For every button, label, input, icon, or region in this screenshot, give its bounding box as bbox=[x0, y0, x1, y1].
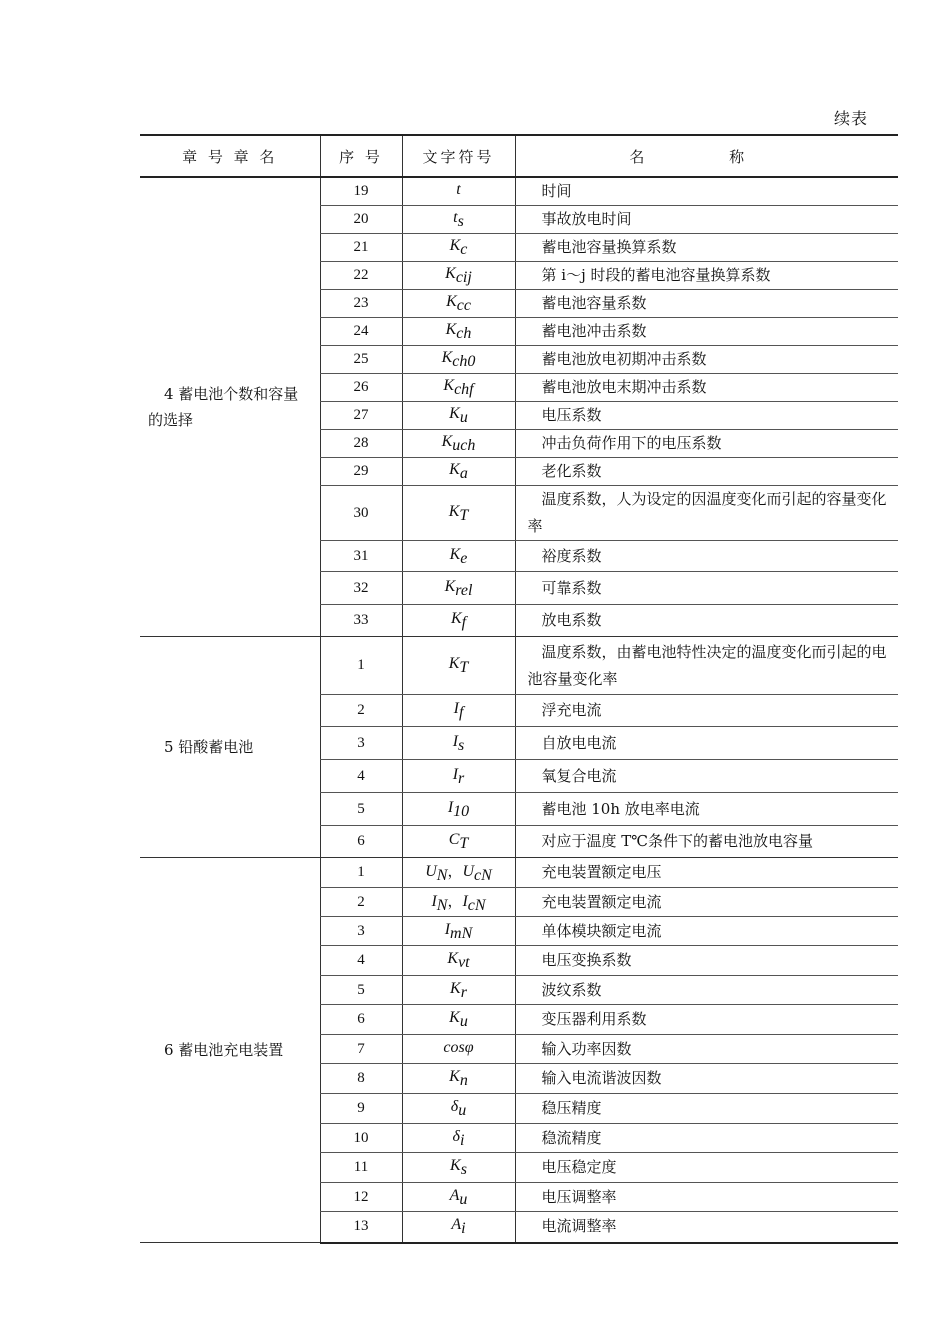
symbol-cell bbox=[402, 760, 515, 793]
symbol-subscript: r bbox=[460, 983, 467, 1001]
seq-cell: 19 bbox=[320, 177, 402, 206]
name-cell: 蓄电池放电末期冲击系数 bbox=[515, 374, 898, 402]
symbol-cell bbox=[402, 318, 515, 346]
symbol-subscript: mN bbox=[450, 924, 473, 942]
name-cell: 充电装置额定电压 bbox=[515, 858, 898, 888]
symbol-main: K bbox=[441, 433, 453, 450]
symbol-main: C bbox=[448, 831, 460, 848]
seq-cell: 32 bbox=[320, 572, 402, 605]
symbol-cell bbox=[402, 1183, 515, 1212]
symbol-subscript: a bbox=[459, 465, 468, 482]
seq-cell: 7 bbox=[320, 1035, 402, 1064]
name-cell: 蓄电池放电初期冲击系数 bbox=[515, 346, 898, 374]
symbol-cell bbox=[402, 572, 515, 605]
table-row bbox=[140, 858, 898, 888]
chapter-cell bbox=[140, 858, 320, 1243]
name-cell: 时间 bbox=[515, 177, 898, 206]
symbol-main: t bbox=[456, 181, 461, 198]
name-cell: 裕度系数 bbox=[515, 541, 898, 572]
seq-cell: 3 bbox=[320, 727, 402, 760]
symbol-cell bbox=[402, 727, 515, 760]
header-seq: 序 号 bbox=[320, 135, 402, 177]
symbol-cell bbox=[402, 793, 515, 826]
name-cell: 可靠系数 bbox=[515, 572, 898, 605]
symbol-subscript: s bbox=[458, 736, 465, 754]
symbol-table bbox=[140, 134, 898, 1244]
name-cell: 变压器利用系数 bbox=[515, 1005, 898, 1035]
symbol-subscript: i bbox=[461, 1220, 466, 1238]
seq-cell: 3 bbox=[320, 917, 402, 946]
symbol-subscript: s bbox=[460, 1161, 467, 1178]
symbol-main: t bbox=[453, 209, 458, 226]
seq-cell: 20 bbox=[320, 206, 402, 234]
symbol-subscript: cc bbox=[456, 297, 471, 314]
symbol-subscript: T bbox=[459, 835, 469, 852]
seq-cell: 4 bbox=[320, 946, 402, 976]
chapter-title: 4 蓄电池个数和容量的选择 bbox=[148, 385, 299, 429]
seq-cell: 1 bbox=[320, 637, 402, 695]
symbol-cell bbox=[402, 1005, 515, 1035]
symbol-main: K bbox=[445, 265, 456, 282]
header-name: 名 称 bbox=[515, 135, 898, 177]
symbol-main: K bbox=[445, 321, 457, 338]
name-cell: 蓄电池 10h 放电率电流 bbox=[515, 793, 898, 826]
name-cell: 冲击负荷作用下的电压系数 bbox=[515, 430, 898, 458]
name-cell: 老化系数 bbox=[515, 458, 898, 486]
symbol-main: δ bbox=[450, 1098, 459, 1115]
symbol-main: K bbox=[447, 950, 459, 967]
symbol-subscript: T bbox=[459, 659, 469, 676]
symbol-subscript: uch bbox=[452, 437, 476, 454]
symbol-subscript: e bbox=[460, 549, 468, 567]
symbol-subscript: f bbox=[461, 614, 467, 631]
symbol-separator: ， bbox=[447, 891, 463, 910]
symbol-main: δ bbox=[452, 1127, 460, 1145]
symbol-main: I bbox=[431, 892, 437, 910]
symbol-main: K bbox=[449, 405, 460, 422]
seq-cell: 5 bbox=[320, 793, 402, 826]
name-cell: 事故放电时间 bbox=[515, 206, 898, 234]
chapter-title: 5 铅酸蓄电池 bbox=[164, 738, 254, 756]
symbol-main: K bbox=[449, 237, 461, 254]
name-cell: 输入功率因数 bbox=[515, 1035, 898, 1064]
symbol-subscript: ch bbox=[456, 325, 472, 342]
seq-cell: 2 bbox=[320, 695, 402, 727]
chapter-cell bbox=[140, 637, 320, 858]
symbol-subscript: s bbox=[457, 213, 464, 230]
symbol-subscript: cN bbox=[474, 867, 492, 884]
symbol-cell bbox=[402, 234, 515, 262]
symbol-cell bbox=[402, 177, 515, 206]
seq-cell: 21 bbox=[320, 234, 402, 262]
symbol-cell bbox=[402, 374, 515, 402]
symbol-cell bbox=[402, 290, 515, 318]
symbol-main: K bbox=[441, 349, 453, 366]
symbol-subscript: u bbox=[458, 1102, 467, 1119]
name-cell: 温度系数，人为设定的因温度变化而引起的容量变化率 bbox=[515, 486, 898, 541]
seq-cell: 9 bbox=[320, 1094, 402, 1124]
seq-cell: 2 bbox=[320, 888, 402, 917]
seq-cell: 26 bbox=[320, 374, 402, 402]
symbol-subscript: u bbox=[459, 409, 468, 426]
seq-cell: 27 bbox=[320, 402, 402, 430]
symbol-main: K bbox=[446, 293, 457, 310]
symbol-subscript: u bbox=[459, 1190, 468, 1208]
symbol-subscript: rel bbox=[455, 581, 473, 599]
symbol-main: cosφ bbox=[443, 1038, 474, 1056]
symbol-subscript: vt bbox=[458, 954, 470, 971]
name-cell: 蓄电池冲击系数 bbox=[515, 318, 898, 346]
symbol-main: I bbox=[447, 798, 454, 816]
seq-cell: 25 bbox=[320, 346, 402, 374]
symbol-subscript: N bbox=[436, 867, 448, 884]
symbol-cell bbox=[402, 637, 515, 695]
symbol-main: I bbox=[444, 920, 451, 938]
name-cell: 输入电流谐波因数 bbox=[515, 1064, 898, 1094]
symbol-subscript: T bbox=[459, 506, 469, 524]
chapter-cell bbox=[140, 177, 320, 637]
name-cell: 蓄电池容量换算系数 bbox=[515, 234, 898, 262]
symbol-main: K bbox=[448, 655, 460, 672]
symbol-main: K bbox=[450, 979, 461, 997]
name-cell: 蓄电池容量系数 bbox=[515, 290, 898, 318]
symbol-cell bbox=[402, 486, 515, 541]
name-cell: 电流调整率 bbox=[515, 1212, 898, 1243]
seq-cell: 30 bbox=[320, 486, 402, 541]
symbol-cell bbox=[402, 458, 515, 486]
symbol-cell bbox=[402, 1094, 515, 1124]
name-cell: 单体模块额定电流 bbox=[515, 917, 898, 946]
name-cell: 电压变换系数 bbox=[515, 946, 898, 976]
symbol-main: A bbox=[449, 1186, 460, 1204]
seq-cell: 33 bbox=[320, 605, 402, 637]
symbol-main: K bbox=[449, 545, 461, 563]
symbol-main: A bbox=[451, 1216, 462, 1234]
name-cell: 第 i～j 时段的蓄电池容量换算系数 bbox=[515, 262, 898, 290]
symbol-cell bbox=[402, 1035, 515, 1064]
symbol-cell bbox=[402, 858, 515, 888]
table-header-row bbox=[140, 135, 898, 177]
symbol-cell bbox=[402, 206, 515, 234]
seq-cell: 1 bbox=[320, 858, 402, 888]
seq-cell: 4 bbox=[320, 760, 402, 793]
symbol-cell bbox=[402, 402, 515, 430]
chapter-title: 6 蓄电池充电装置 bbox=[164, 1041, 284, 1059]
symbol-subscript: c bbox=[460, 241, 468, 258]
symbol-cell bbox=[402, 1124, 515, 1153]
name-cell: 自放电电流 bbox=[515, 727, 898, 760]
symbol-cell bbox=[402, 262, 515, 290]
name-cell: 浮充电流 bbox=[515, 695, 898, 727]
symbol-cell bbox=[402, 346, 515, 374]
symbol-main: K bbox=[449, 1068, 460, 1085]
seq-cell: 6 bbox=[320, 1005, 402, 1035]
symbol-subscript: r bbox=[458, 769, 465, 787]
symbol-cell bbox=[402, 888, 515, 917]
symbol-subscript: u bbox=[459, 1013, 468, 1030]
symbol-cell bbox=[402, 946, 515, 976]
seq-cell: 6 bbox=[320, 826, 402, 858]
symbol-cell bbox=[402, 976, 515, 1005]
symbol-cell bbox=[402, 605, 515, 637]
symbol-main: K bbox=[449, 461, 460, 478]
symbol-main: I bbox=[452, 765, 459, 783]
name-cell: 稳流精度 bbox=[515, 1124, 898, 1153]
name-cell: 电压系数 bbox=[515, 402, 898, 430]
seq-cell: 24 bbox=[320, 318, 402, 346]
symbol-subscript: i bbox=[459, 1131, 465, 1149]
symbol-main: K bbox=[443, 377, 455, 394]
name-cell: 稳压精度 bbox=[515, 1094, 898, 1124]
symbol-cell bbox=[402, 1212, 515, 1243]
name-cell: 电压稳定度 bbox=[515, 1153, 898, 1183]
name-cell: 电压调整率 bbox=[515, 1183, 898, 1212]
symbol-subscript: f bbox=[458, 704, 464, 721]
continued-label: 续表 bbox=[834, 109, 869, 128]
table-row bbox=[140, 637, 898, 695]
symbol-subscript: chf bbox=[454, 381, 474, 398]
symbol-main: K bbox=[449, 1009, 460, 1026]
symbol-subscript: 10 bbox=[453, 802, 470, 820]
symbol-cell bbox=[402, 1153, 515, 1183]
symbol-main: I bbox=[462, 892, 468, 910]
symbol-cell bbox=[402, 695, 515, 727]
header-symbol: 文字符号 bbox=[402, 135, 515, 177]
seq-cell: 10 bbox=[320, 1124, 402, 1153]
symbol-subscript: N bbox=[436, 896, 448, 914]
symbol-subscript: cN bbox=[467, 896, 486, 914]
symbol-cell bbox=[402, 430, 515, 458]
symbol-subscript: cij bbox=[455, 269, 472, 286]
name-cell: 对应于温度 T℃条件下的蓄电池放电容量 bbox=[515, 826, 898, 858]
symbol-main: K bbox=[448, 502, 460, 520]
seq-cell: 8 bbox=[320, 1064, 402, 1094]
symbol-main: I bbox=[452, 732, 459, 750]
symbol-subscript: n bbox=[459, 1072, 468, 1089]
table-row bbox=[140, 177, 898, 206]
symbol-main: K bbox=[450, 610, 462, 627]
header-chapter: 章 号 章 名 bbox=[140, 135, 320, 177]
symbol-main: K bbox=[450, 1157, 461, 1174]
symbol-subscript: ch0 bbox=[452, 353, 476, 370]
symbol-main: I bbox=[453, 700, 459, 717]
seq-cell: 5 bbox=[320, 976, 402, 1005]
name-cell: 波纹系数 bbox=[515, 976, 898, 1005]
symbol-main: U bbox=[425, 863, 437, 880]
seq-cell: 31 bbox=[320, 541, 402, 572]
seq-cell: 11 bbox=[320, 1153, 402, 1183]
seq-cell: 29 bbox=[320, 458, 402, 486]
seq-cell: 23 bbox=[320, 290, 402, 318]
symbol-cell bbox=[402, 826, 515, 858]
name-cell: 放电系数 bbox=[515, 605, 898, 637]
symbol-cell bbox=[402, 1064, 515, 1094]
seq-cell: 12 bbox=[320, 1183, 402, 1212]
symbol-main: U bbox=[462, 863, 475, 880]
name-cell: 充电装置额定电流 bbox=[515, 888, 898, 917]
seq-cell: 13 bbox=[320, 1212, 402, 1243]
symbol-separator: ， bbox=[447, 862, 463, 880]
name-cell: 氧复合电流 bbox=[515, 760, 898, 793]
symbol-main: K bbox=[444, 577, 456, 595]
seq-cell: 22 bbox=[320, 262, 402, 290]
symbol-cell bbox=[402, 917, 515, 946]
seq-cell: 28 bbox=[320, 430, 402, 458]
symbol-cell bbox=[402, 541, 515, 572]
name-cell: 温度系数，由蓄电池特性决定的温度变化而引起的电池容量变化率 bbox=[515, 637, 898, 695]
